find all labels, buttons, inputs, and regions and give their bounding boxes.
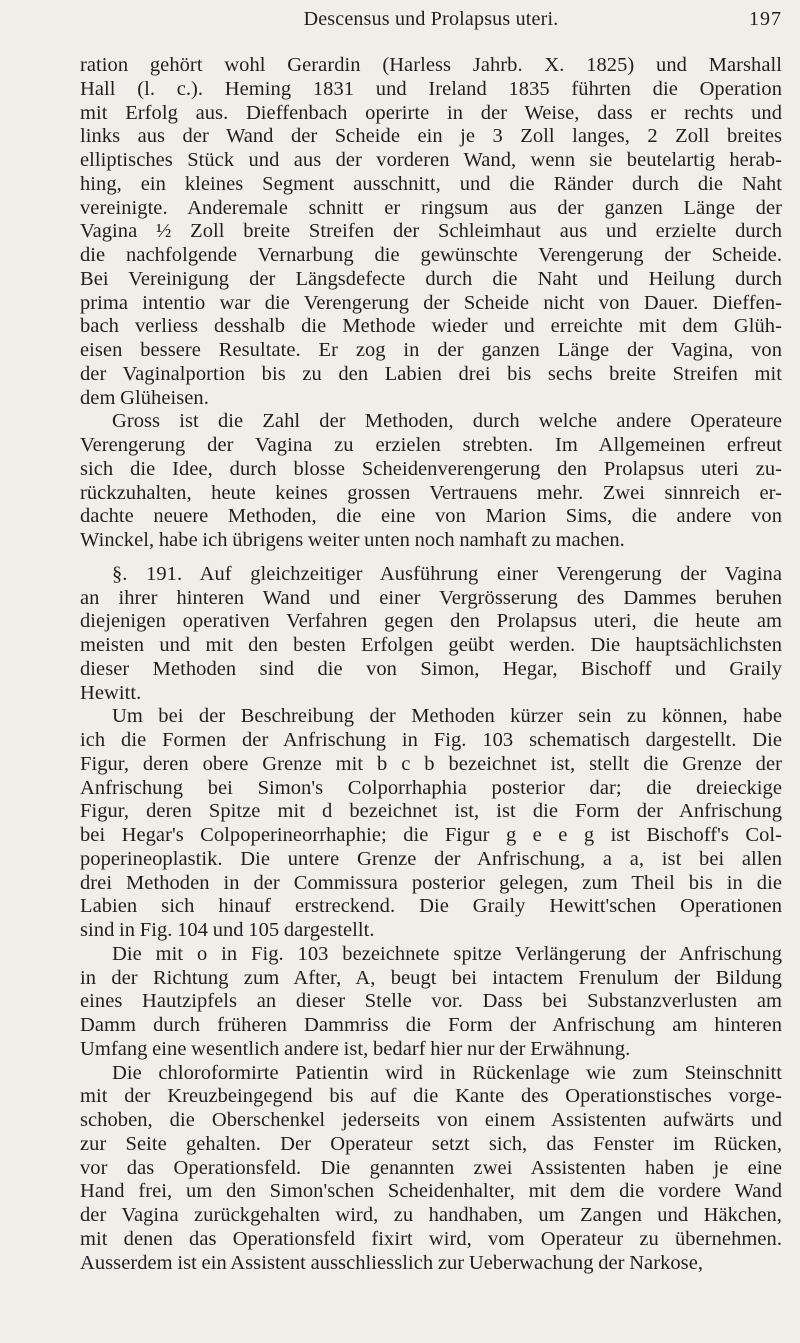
- text-line: Die mit o in Fig. 103 bezeichnete spitze Verlängerung der Anfrischung: [112, 942, 782, 965]
- text-line: sich die Idee, durch blosse Scheidenverengerung den Prolapsus uteri zu-: [80, 457, 782, 480]
- text-line: bach verliess desshalb die Methode wieder und erreichte mit dem Glüh-: [80, 315, 782, 338]
- paragraph: [80, 410, 782, 553]
- text-line: meisten und mit den besten Erfolgen geübt werden. Die hauptsächlichsten: [80, 634, 782, 656]
- paragraph: [80, 563, 782, 706]
- running-title: Descensus und Prolapsus uteri.: [303, 8, 559, 30]
- text-line: hing, ein kleines Segment ausschnitt, und die Ränder durch die Naht: [80, 172, 782, 195]
- text-line: eisen bessere Resultate. Er zog in der ganzen Länge der Vagina, von: [80, 339, 782, 361]
- text-line: poperineoplastik. Die untere Grenze der Anfrischung, a a, ist bei allen: [80, 847, 782, 870]
- page-number: 197: [749, 8, 782, 30]
- text-line: §. 191. Auf gleichzeitiger Ausführung einer Verengerung der Vagina: [112, 562, 782, 585]
- paragraph: [80, 54, 782, 410]
- body-text: [80, 54, 782, 1275]
- text-line: Hewitt.: [80, 681, 142, 704]
- text-line: Labien sich hinauf erstreckend. Die Graily Hewitt'schen Operationen: [80, 895, 782, 918]
- section-spacer: [80, 553, 782, 563]
- text-line: Figur, deren Spitze mit d bezeichnet ist, ist die Form der Anfrischung: [80, 800, 782, 823]
- text-line: links aus der Wand der Scheide ein je 3 Zoll langes, 2 Zoll breites: [80, 125, 782, 148]
- text-line: drei Methoden in der Commissura posterior gelegen, zum Theil bis in die: [80, 871, 782, 894]
- text-line: prima intentio war die Verengerung der Scheide nicht von Dauer. Dieffen-: [80, 291, 782, 314]
- text-line: vereinigte. Anderemale schnitt er ringsum aus der ganzen Länge der: [80, 196, 782, 219]
- text-line: der Vagina zurückgehalten wird, zu handhaben, um Zangen und Häkchen,: [80, 1204, 782, 1226]
- text-line: Figur, deren obere Grenze mit b c b bezeichnet ist, stellt die Grenze der: [80, 752, 782, 775]
- text-line: dachte neuere Methoden, die eine von Marion Sims, die andere von: [80, 505, 782, 528]
- text-line: ration gehört wohl Gerardin (Harless Jahrb. X. 1825) und Marshall: [80, 54, 782, 76]
- text-line: Bei Vereinigung der Längsdefecte durch die Naht und Heilung durch: [80, 267, 782, 290]
- text-line: Hall (l. c.). Heming 1831 und Ireland 1835 führten die Operation: [80, 77, 782, 100]
- text-line: an ihrer hinteren Wand und einer Vergrösserung des Dammes beruhen: [80, 586, 782, 609]
- text-line: in der Richtung zum After, A, beugt bei intactem Frenulum der Bildung: [80, 966, 782, 989]
- paragraph: [80, 705, 782, 943]
- text-line: vor das Operationsfeld. Die genannten zwei Assistenten haben je eine: [80, 1156, 782, 1179]
- text-line: der Vaginalportion bis zu den Labien drei bis sechs breite Streifen mit: [80, 362, 782, 385]
- text-line: mit Erfolg aus. Dieffenbach operirte in der Weise, dass er rechts und: [80, 101, 782, 124]
- text-line: diejenigen operativen Verfahren gegen den Prolapsus uteri, die heute am: [80, 610, 782, 633]
- text-line: schoben, die Oberschenkel jederseits von einem Assistenten aufwärts und: [80, 1109, 782, 1131]
- text-line: Verengerung der Vagina zu erzielen strebten. Im Allgemeinen erfreut: [80, 434, 782, 456]
- text-line: zur Seite gehalten. Der Operateur setzt sich, das Fenster im Rücken,: [80, 1132, 782, 1155]
- text-line: Gross ist die Zahl der Methoden, durch welche andere Operateure: [112, 410, 782, 433]
- text-line: Damm durch früheren Dammriss die Form der Anfrischung am hinteren: [80, 1014, 782, 1036]
- text-line: bei Hegar's Colpoperineorrhaphie; die Figur g e e g ist Bischoff's Col-: [80, 824, 782, 846]
- text-line: mit denen das Operationsfeld fixirt wird, vom Operateur zu übernehmen.: [80, 1227, 782, 1250]
- paragraph: [80, 1062, 782, 1276]
- paragraph: [80, 943, 782, 1062]
- text-line: eines Hautzipfels an dieser Stelle vor. Dass bei Substanzverlusten am: [80, 990, 782, 1013]
- text-line: elliptisches Stück und aus der vorderen Wand, wenn sie beutelartig herab-: [80, 149, 782, 171]
- text-line: Die chloroformirte Patientin wird in Rückenlage wie zum Steinschnitt: [112, 1061, 782, 1084]
- text-line: Um bei der Beschreibung der Methoden kürzer sein zu können, habe: [112, 705, 782, 728]
- text-line: sind in Fig. 104 und 105 dargestellt.: [80, 919, 375, 941]
- text-line: Ausserdem ist ein Assistent ausschliesslich zur Ueberwachung der Narkose,: [80, 1251, 704, 1274]
- page-header: [80, 8, 782, 36]
- text-line: Hand frei, um den Simon'schen Scheidenhalter, mit dem die vordere Wand: [80, 1180, 782, 1203]
- text-line: Winckel, habe ich übrigens weiter unten noch namhaft zu machen.: [80, 529, 625, 551]
- text-line: Anfrischung bei Simon's Colporrhaphia posterior dar; die dreieckige: [80, 776, 782, 799]
- text-line: Umfang eine wesentlich andere ist, bedarf hier nur der Erwähnung.: [80, 1037, 631, 1060]
- text-line: ich die Formen der Anfrischung in Fig. 103 schematisch dargestellt. Die: [80, 729, 782, 751]
- text-line: mit der Kreuzbeingegend bis auf die Kante des Operationstisches vorge-: [80, 1085, 782, 1108]
- text-line: dem Glüheisen.: [80, 386, 209, 409]
- text-line: die nachfolgende Vernarbung die gewünschte Verengerung der Scheide.: [80, 244, 782, 266]
- text-line: rückzuhalten, heute keines grossen Vertrauens mehr. Zwei sinnreich er-: [80, 481, 782, 504]
- text-line: Vagina ½ Zoll breite Streifen der Schleimhaut aus und erzielte durch: [80, 220, 782, 243]
- text-line: dieser Methoden sind die von Simon, Hegar, Bischoff und Graily: [80, 657, 782, 680]
